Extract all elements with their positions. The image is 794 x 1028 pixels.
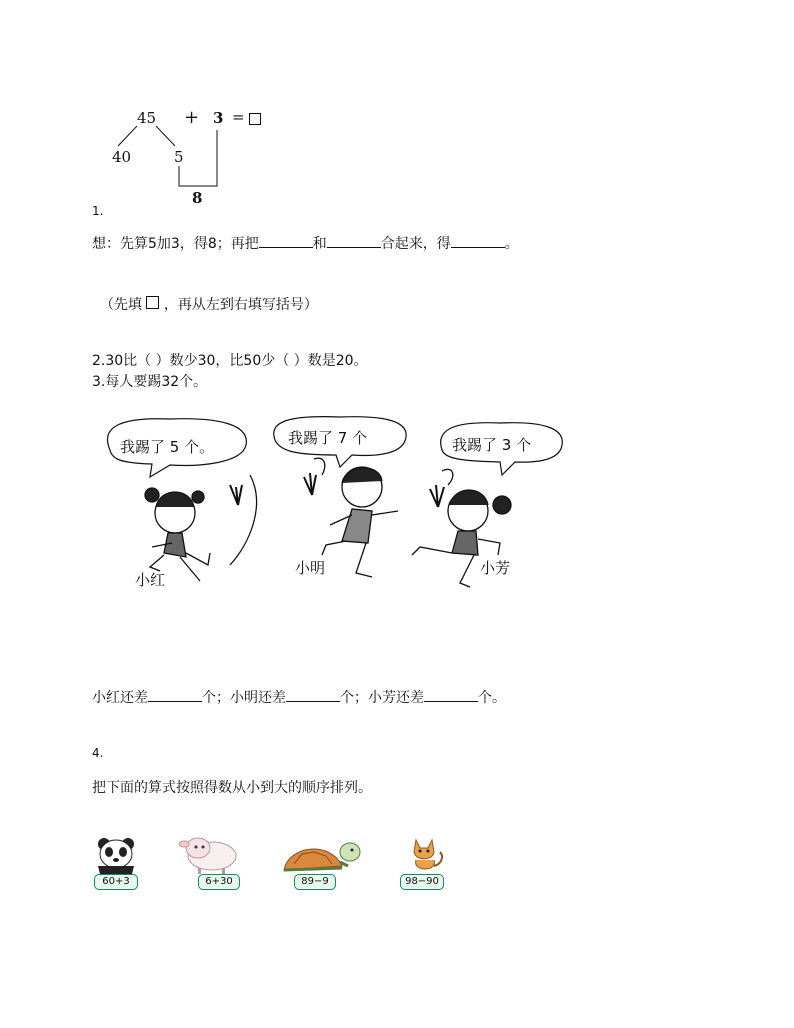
name-xiaofang: 小芳 xyxy=(480,559,511,577)
number-40: 40 xyxy=(112,148,132,166)
card-cat xyxy=(398,834,448,892)
shuttlecock-illustration xyxy=(90,415,580,605)
answer-text-4: 个。 xyxy=(478,690,506,706)
expr-card-4: 98−90 xyxy=(400,874,444,890)
plus-sign: + xyxy=(184,107,200,128)
girl-xiaohong-figure xyxy=(145,475,257,581)
number-45: 45 xyxy=(137,109,157,127)
think-text-2: 和 xyxy=(312,236,327,252)
expr-card-2: 6+30 xyxy=(198,874,240,890)
answer-text-1: 小红还差 xyxy=(92,690,148,706)
answer-text-3: 个；小芳还差 xyxy=(340,690,424,706)
answer-blank-xiaoming[interactable] xyxy=(286,689,340,702)
sheep-icon xyxy=(178,832,240,874)
card-panda xyxy=(92,832,142,892)
answer-blank-xiaofang[interactable] xyxy=(424,689,478,702)
bubble-text-2: 我踢了 7 个 xyxy=(288,429,368,447)
q1-think-line xyxy=(92,235,519,253)
equals-sign: = xyxy=(232,108,245,126)
q1-number: 1. xyxy=(92,204,104,218)
card-sheep xyxy=(178,832,240,892)
note-text-2: ，再从左到右填写括号） xyxy=(163,297,318,313)
note-text-1: （先填 xyxy=(100,297,142,313)
diagram-lines xyxy=(0,0,300,200)
answer-blank-3[interactable] xyxy=(451,235,505,248)
answer-blank-2[interactable] xyxy=(327,235,381,248)
q1-note xyxy=(100,296,318,314)
turtle-icon xyxy=(280,836,362,876)
think-text-4: 。 xyxy=(504,236,519,252)
panda-icon xyxy=(92,832,142,874)
think-text-3: 合起来，得 xyxy=(380,236,451,252)
expr-card-3: 89−9 xyxy=(294,874,336,890)
card-turtle xyxy=(280,836,362,892)
name-xiaoming: 小明 xyxy=(295,559,326,577)
cat-icon xyxy=(398,834,448,874)
expr-card-1: 60+3 xyxy=(94,874,138,890)
answer-blank-1[interactable] xyxy=(259,235,313,248)
answer-blank-xiaohong[interactable] xyxy=(148,689,202,702)
think-text-1: 想：先算5加3，得8；再把 xyxy=(92,236,259,252)
number-5: 5 xyxy=(174,148,184,166)
answer-text-2: 个；小明还差 xyxy=(202,690,286,706)
number-3: 3 xyxy=(213,109,224,127)
name-xiaohong: 小红 xyxy=(135,571,166,589)
box-symbol-icon xyxy=(146,296,159,309)
q4-number: 4. xyxy=(92,746,104,760)
q3-text: 3.每人要踢32个。 xyxy=(92,374,208,390)
number-8: 8 xyxy=(192,189,203,207)
bubble-text-3: 我踢了 3 个 xyxy=(452,436,532,454)
q2-text: 2.30比（ ）数少30，比50少（ ）数是20。 xyxy=(92,353,368,369)
q4-instruction: 把下面的算式按照得数从小到大的顺序排列。 xyxy=(92,780,372,796)
q3-answer-line xyxy=(92,689,506,707)
bubble-text-1: 我踢了 5 个。 xyxy=(120,438,215,456)
